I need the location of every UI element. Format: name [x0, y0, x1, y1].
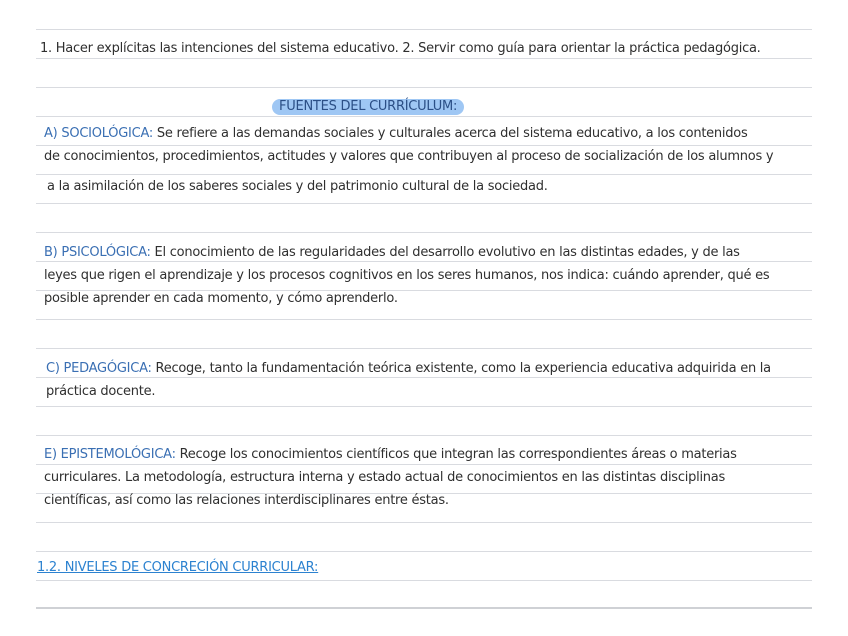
ruled-line: [36, 464, 812, 465]
pedagogica-label: C) PEDAGÓGICA:: [46, 361, 152, 376]
ruled-line: [36, 435, 812, 436]
psicologica-text-3: posible aprender en cada momento, y cómo aprenderlo.: [44, 291, 398, 306]
niveles-concrecion-heading: 1.2. NIVELES DE CONCRECIÓN CURRICULAR:: [37, 560, 319, 575]
ruled-line: [36, 377, 812, 378]
fuentes-title: FUENTES DEL CURRÍCULUM:: [272, 99, 464, 115]
ruled-line: [36, 58, 812, 59]
ruled-line: [36, 145, 812, 146]
ruled-line: [36, 319, 812, 320]
ruled-line: [36, 522, 812, 523]
sociologica-label: A) SOCIOLÓGICA:: [44, 126, 154, 141]
ruled-line: [36, 261, 812, 262]
epistemologica-line-1: [44, 447, 737, 463]
psicologica-line-1: [44, 245, 740, 261]
psicologica-label: B) PSICOLÓGICA:: [44, 245, 151, 260]
ruled-line: [36, 29, 812, 30]
epistemologica-label: E) EPISTEMOLÓGICA:: [44, 447, 176, 462]
intro-text: 1. Hacer explícitas las intenciones del sistema educativo. 2. Servir como guía para orientar la práctica pedagógica.: [40, 41, 761, 56]
psicologica-text-2: leyes que rigen el aprendizaje y los procesos cognitivos en los seres humanos, nos indica: cuándo aprender, qué es: [44, 268, 770, 283]
ruled-line: [36, 580, 812, 581]
epistemologica-text-3: científicas, así como las relaciones interdisciplinares entre éstas.: [44, 493, 449, 508]
pedagogica-line-1: [46, 361, 771, 377]
ruled-line: [36, 203, 812, 204]
ruled-line: [36, 116, 812, 117]
sociologica-text-1: Se refiere a las demandas sociales y culturales acerca del sistema educativo, a los contenidos: [153, 126, 748, 141]
ruled-line: [36, 87, 812, 88]
epistemologica-text-2: curriculares. La metodología, estructura interna y estado actual de conocimientos en las distintas disciplinas: [44, 470, 726, 485]
pedagogica-text-2: práctica docente.: [46, 384, 156, 399]
ruled-line: [36, 174, 812, 175]
psicologica-text-1: El conocimiento de las regularidades del desarrollo evolutivo en las distintas edades, y de las: [150, 245, 740, 260]
ruled-line: [36, 406, 812, 407]
ruled-line: [36, 348, 812, 349]
sociologica-line-1: [44, 126, 748, 142]
sociologica-text-2: de conocimientos, procedimientos, actitudes y valores que contribuyen al proceso de socialización de los alumnos y: [44, 149, 774, 164]
page-bottom-line: [36, 607, 812, 609]
ruled-line: [36, 232, 812, 233]
epistemologica-text-1: Recoge los conocimientos científicos que integran las correspondientes áreas o materias: [175, 447, 737, 462]
sociologica-text-3: a la asimilación de los saberes sociales y del patrimonio cultural de la sociedad.: [47, 179, 548, 194]
ruled-line: [36, 551, 812, 552]
pedagogica-text-1: Recoge, tanto la fundamentación teórica existente, como la experiencia educativa adquirida en la: [151, 361, 771, 376]
